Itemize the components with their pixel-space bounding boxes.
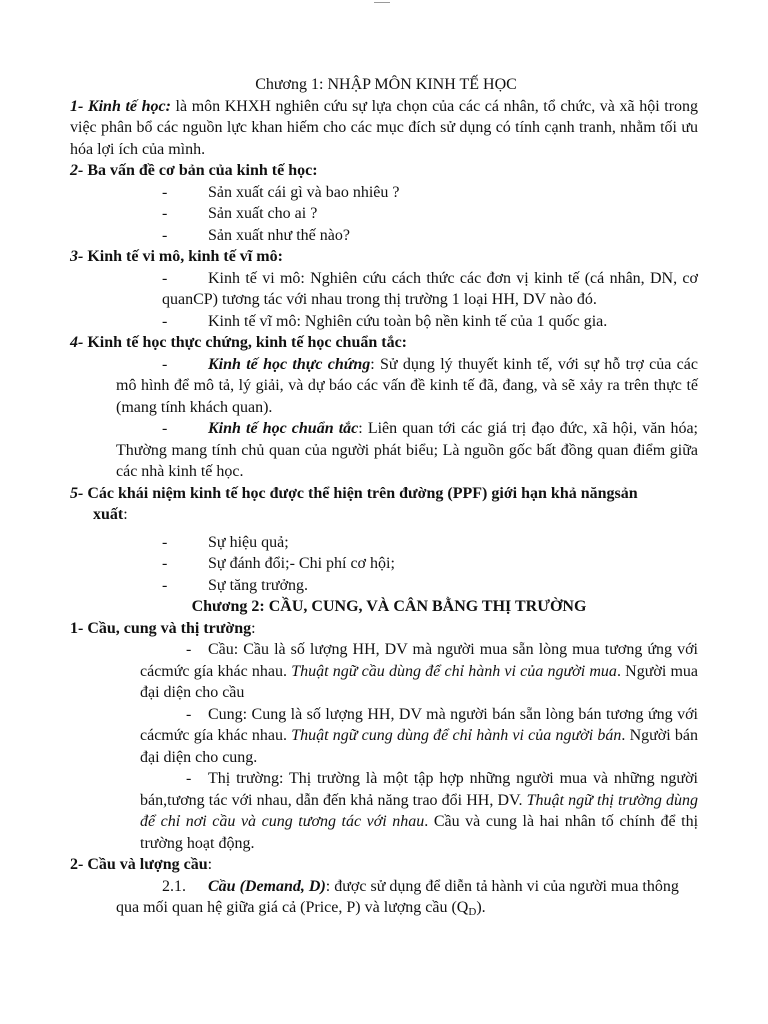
section5-title: Các khái niệm kinh tế học được thể hiện trên đường (PPF) giới hạn khả năngsản: [87, 484, 638, 502]
section4-colon: :: [401, 334, 407, 351]
chapter2-section1-heading: [0, 618, 768, 640]
chapter2-section2-colon: :: [207, 856, 213, 873]
demand-tail: . Người mua đại diện cho cầu: [140, 662, 699, 701]
normative-economics-term: Kinh tế học chuẩn tắc: [208, 420, 359, 437]
list-item: - Sự hiệu quả;: [162, 533, 289, 551]
chapter2-title: Chương 2: CẦU, CUNG, VÀ CÂN BẰNG THỊ TRƯỜNG: [191, 598, 587, 615]
list-item: - Sản xuất như thế nào?: [162, 226, 350, 244]
list-item: - Sự tăng trưởng.: [162, 576, 309, 594]
positive-economics-text: : Sử dụng lý thuyết kinh tế, với sự hỗ trợ của các mô hình để mô tả, lý giải, và dự báo các vấn đề kinh tế đã, đang, và sẽ xảy ra trên thực tế (mang tính khách quan).: [116, 355, 698, 416]
supply-definition: - Cung: Cung là số lượng HH, DV mà người bán sẵn lòng bán tương ứng với cácmức gía khác nhau. Thuật ngữ cung dùng để chỉ hành vi của người bán. Người bán đại diện cho cung.: [140, 705, 699, 766]
section4-heading: [0, 332, 768, 354]
section3-item-macro: - Kinh tế vĩ mô: Nghiên cứu toàn bộ nền kinh tế của 1 quốc gia.: [162, 312, 608, 330]
section4-item-normative: - Kinh tế học chuẩn tắc: Liên quan tới các giá trị đạo đức, xã hội, văn hóa; Thường mang tính chủ quan của người phát biểu; Là nguồn gốc bất đồng quan điểm giữa các nhà kinh tế học.: [116, 420, 698, 480]
micro-definition: Kinh tế vi mô: Nghiên cứu cách thức các đơn vị kinh tế (cá nhân, DN, cơ quanCP) tương tác với nhau trong thị trường 1 loại HH, DV nào đó.: [162, 269, 698, 308]
section5-heading-cont: [0, 504, 768, 526]
section2-item-3: Sản xuất như thế nào?: [208, 226, 350, 244]
section5-title-cont: xuất: [93, 506, 124, 523]
demand-text: Cầu: Cầu là số lượng HH, DV mà người mua sẵn lòng mua tương ứng với cácmức gía khác nhau.: [140, 641, 698, 680]
section2-item-2: Sản xuất cho ai ?: [208, 205, 318, 222]
positive-economics-term: Kinh tế học thực chứng: [208, 355, 371, 373]
section5-number: 5-: [70, 484, 84, 502]
quantity-subscript: D: [468, 906, 477, 918]
supply-tail: . Người bán đại diện cho cung.: [140, 727, 699, 766]
subsection-number: 2.1.: [162, 877, 186, 895]
demand-subsection: [0, 876, 768, 924]
supply-italic: Thuật ngữ cung dùng để chỉ hành vi của người bán: [291, 727, 622, 744]
section2-heading: [0, 160, 768, 182]
market-text: Thị trường: Thị trường là một tập hợp những người mua và những người bán,tương tác với nhau, dẫn đến khả năng trao đổi HH, DV.: [140, 770, 698, 809]
section1-number: 1-: [70, 97, 84, 115]
section2-item-1: Sản xuất cái gì và bao nhiêu ?: [208, 183, 400, 201]
section4-number: 4-: [70, 334, 84, 351]
supply-text: Cung: Cung là số lượng HH, DV mà người bán sẵn lòng bán tương ứng với cácmức gía khác nhau.: [140, 705, 698, 744]
demand-subsection-text: : được sử dụng để diễn tả hành vi của người mua thông qua mối quan hệ giữa giá cả (Price, P) và lượng cầu (Q: [116, 877, 679, 916]
top-edge-mark: [374, 0, 390, 3]
section5-item-1: Sự hiệu quả;: [208, 533, 289, 551]
market-italic: Thuật ngữ thị trường dùng để chỉ nơi cầu và cung tương tác với nhau: [140, 791, 699, 830]
section3-item-micro: - Kinh tế vi mô: Nghiên cứu cách thức các đơn vị kinh tế (cá nhân, DN, cơ quanCP) tương tác với nhau trong thị trường 1 loại HH, DV nào đó.: [162, 269, 698, 308]
section1-term: Kinh tế học:: [87, 97, 171, 115]
section4-title: Kinh tế học thực chứng, kinh tế học chuẩn tắc: [87, 334, 402, 351]
document-page: [0, 74, 768, 924]
section5-colon: :: [123, 506, 128, 523]
list-item: - Sản xuất cho ai ?: [162, 205, 318, 222]
section3-colon: :: [277, 248, 283, 265]
chapter2-section2-heading: [0, 854, 768, 876]
chapter2-section1-colon: :: [251, 619, 256, 637]
section5-item-2: Sự đánh đổi;- Chi phí cơ hội;: [208, 555, 395, 572]
section3-heading: [0, 246, 768, 268]
section2-title: Ba vấn đề cơ bản của kinh tế học: [87, 162, 313, 179]
demand-definition: - Cầu: Cầu là số lượng HH, DV mà người mua sẵn lòng mua tương ứng với cácmức gía khác nhau. Thuật ngữ cầu dùng để chỉ hành vi của người mua. Người mua đại diện cho cầu: [140, 641, 699, 701]
section1-paragraph: [0, 96, 768, 161]
chapter1-label: Chương 1: [255, 76, 320, 93]
section4-item-positive: - Kinh tế học thực chứng: Sử dụng lý thuyết kinh tế, với sự hỗ trợ của các mô hình để mô tả, lý giải, và dự báo các vấn đề kinh tế đã, đang, và sẽ xảy ra trên thực tế (mang tính khách quan).: [116, 355, 698, 416]
section3-title: Kinh tế vi mô, kinh tế vĩ mô: [87, 248, 278, 265]
list-item: - Sự đánh đổi;- Chi phí cơ hội;: [162, 555, 395, 572]
chapter1-name: : NHẬP MÔN KINH TẾ HỌC: [319, 76, 517, 93]
demand-term: Cầu (Demand, D): [208, 877, 326, 895]
list-item: - Sản xuất cái gì và bao nhiêu ?: [162, 183, 400, 201]
demand-italic: Thuật ngữ cầu dùng để chỉ hành vi của người mua: [291, 662, 617, 680]
market-definition: - Thị trường: Thị trường là một tập hợp những người mua và những người bán,tương tác với nhau, dẫn đến khả năng trao đổi HH, DV. Thuật ngữ thị trường dùng để chỉ nơi cầu và cung tương tác với nhau. Cầu và cung là hai nhân tố chính để thị trường hoạt động.: [140, 770, 699, 852]
section2-number: 2-: [70, 162, 84, 179]
macro-definition: Kinh tế vĩ mô: Nghiên cứu toàn bộ nền kinh tế của 1 quốc gia.: [208, 312, 608, 330]
section5-item-3: Sự tăng trưởng.: [208, 576, 309, 594]
demand-subsection-end: ).: [476, 899, 486, 916]
section3-number: 3-: [70, 248, 84, 265]
chapter1-title: [0, 74, 768, 96]
market-tail: . Cầu và cung là hai nhân tố chính để thị trường hoạt động.: [140, 813, 699, 852]
section5-heading: [0, 483, 768, 505]
section2-colon: :: [312, 162, 318, 179]
chapter2-section1-title: 1- Cầu, cung và thị trường: [70, 619, 252, 637]
normative-economics-text: : Liên quan tới các giá trị đạo đức, xã hội, văn hóa; Thường mang tính chủ quan của người phát biểu; Là nguồn gốc bất đồng quan điểm giữa các nhà kinh tế học.: [116, 420, 698, 480]
section1-text: là môn KHXH nghiên cứu sự lựa chọn của các cá nhân, tổ chức, và xã hội trong việc phân bổ các nguồn lực khan hiếm cho các mục đích sử dụng có tính cạnh tranh, nhằm tối ưu hóa lợi ích của mình.: [70, 97, 699, 158]
chapter2-section2-title: 2- Cầu và lượng cầu: [70, 856, 208, 873]
